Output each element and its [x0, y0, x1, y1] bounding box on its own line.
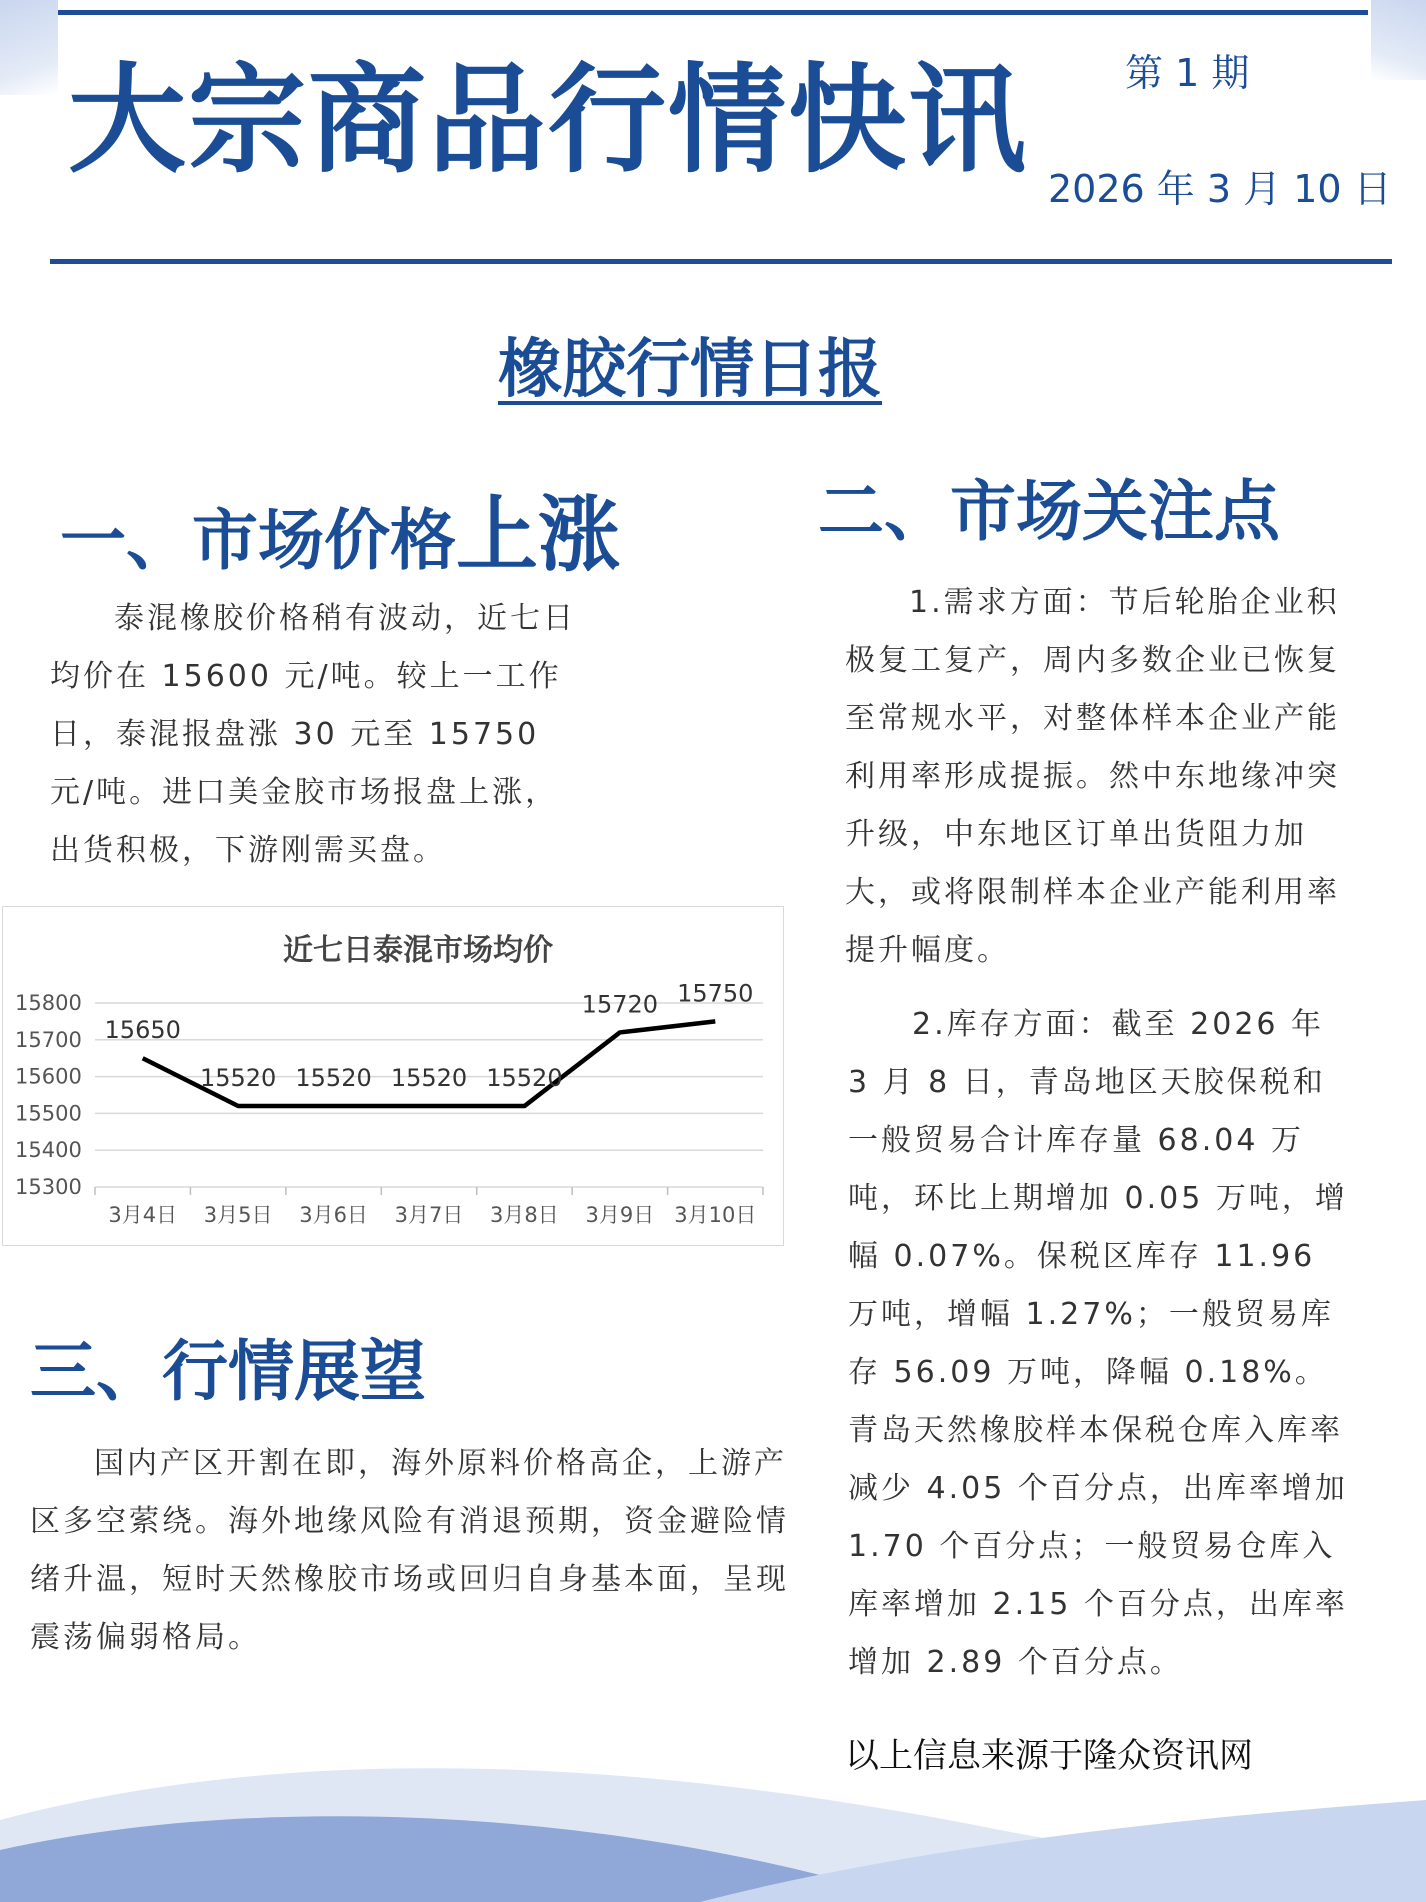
inventory-paragraph: 2.库存方面：截至 2026 年 3 月 8 日，青岛地区天胶保税和一般贸易合计库存量 68.04 万吨，环比上期增加 0.05 万吨，增幅 0.07%。保税区库存 11.96 万吨，增幅 1.27%；一般贸易库存 56.09 万吨，降幅 0.18%。青岛天然橡胶样本保税仓库入库率减少 4.05 个百分点，出库率增加 1.70 个百分点；一般贸易仓库入库率增加 2.15 个百分点，出库率增加 2.89 个百分点。	[848, 1007, 1348, 1680]
y-tick-label: 15600	[15, 1064, 82, 1089]
section2-heading: 二、市场关注点	[818, 473, 1280, 550]
data-label: 15520	[295, 1064, 372, 1093]
section3-body: 国内产区开割在即，海外原料价格高企，上游产区多空萦绕。海外地缘风险有消退预期，资金避险情绪升温，短时天然橡胶市场或回归自身基本面，呈现震荡偏弱格局。	[30, 1446, 789, 1655]
x-tick-label: 3月4日	[108, 1203, 178, 1227]
corner-decoration-left	[0, 0, 58, 95]
price-chart-svg	[3, 907, 783, 1245]
data-label: 15750	[677, 979, 754, 1008]
data-label: 15720	[581, 990, 659, 1019]
section1-heading-emphasis: 上涨	[456, 488, 621, 583]
y-tick-label: 15700	[15, 1027, 82, 1052]
y-tick-label: 15400	[15, 1138, 82, 1163]
corner-decoration-right	[1371, 0, 1426, 80]
issue-date: 2026 年 3 月 10 日	[1048, 167, 1392, 211]
section1-body: 泰混橡胶价格稍有波动，近七日均价在 15600 元/吨。较上一工作日，泰混报盘涨 30 元至 15750 元/吨。进口美金胶市场报盘上涨，出货积极，下游刚需买盘。	[50, 601, 576, 868]
section3-heading: 三、行情展望	[30, 1333, 426, 1410]
y-tick-label: 15500	[15, 1101, 82, 1126]
demand-paragraph: 1.需求方面：节后轮胎企业积极复工复产，周内多数企业已恢复至常规水平，对整体样本企业产能利用率形成提振。然中东地缘冲突升级，中东地区订单出货阻力加大，或将限制样本企业产能利用率提升幅度。	[845, 585, 1340, 968]
header-rule	[50, 259, 1392, 264]
source-note: 以上信息来源于隆众资讯网	[845, 1736, 1253, 1776]
chart-title: 近七日泰混市场均价	[283, 933, 553, 968]
report-subtitle: 橡胶行情日报	[498, 333, 882, 407]
data-label: 15520	[199, 1064, 277, 1093]
y-tick-label: 15300	[15, 1175, 82, 1199]
x-tick-label: 3月5日	[203, 1203, 273, 1227]
x-tick-label: 3月10日	[674, 1203, 757, 1227]
top-rule	[58, 10, 1368, 15]
x-tick-label: 3月8日	[490, 1203, 559, 1227]
footer-wave-decoration	[0, 1700, 1426, 1902]
price-chart	[2, 906, 784, 1246]
x-tick-label: 3月9日	[585, 1203, 655, 1227]
section1-heading	[60, 470, 620, 587]
data-label: 15650	[104, 1016, 181, 1045]
data-label: 15520	[390, 1064, 468, 1093]
x-tick-label: 3月7日	[394, 1203, 464, 1227]
y-tick-label: 15800	[15, 991, 82, 1015]
section1-heading-prefix: 一、市场价格	[60, 502, 456, 579]
issue-number: 第 1 期	[1125, 51, 1250, 95]
masthead-title: 大宗商品行情快讯	[68, 51, 1029, 189]
x-tick-label: 3月6日	[299, 1203, 368, 1227]
data-label: 15520	[486, 1064, 563, 1093]
